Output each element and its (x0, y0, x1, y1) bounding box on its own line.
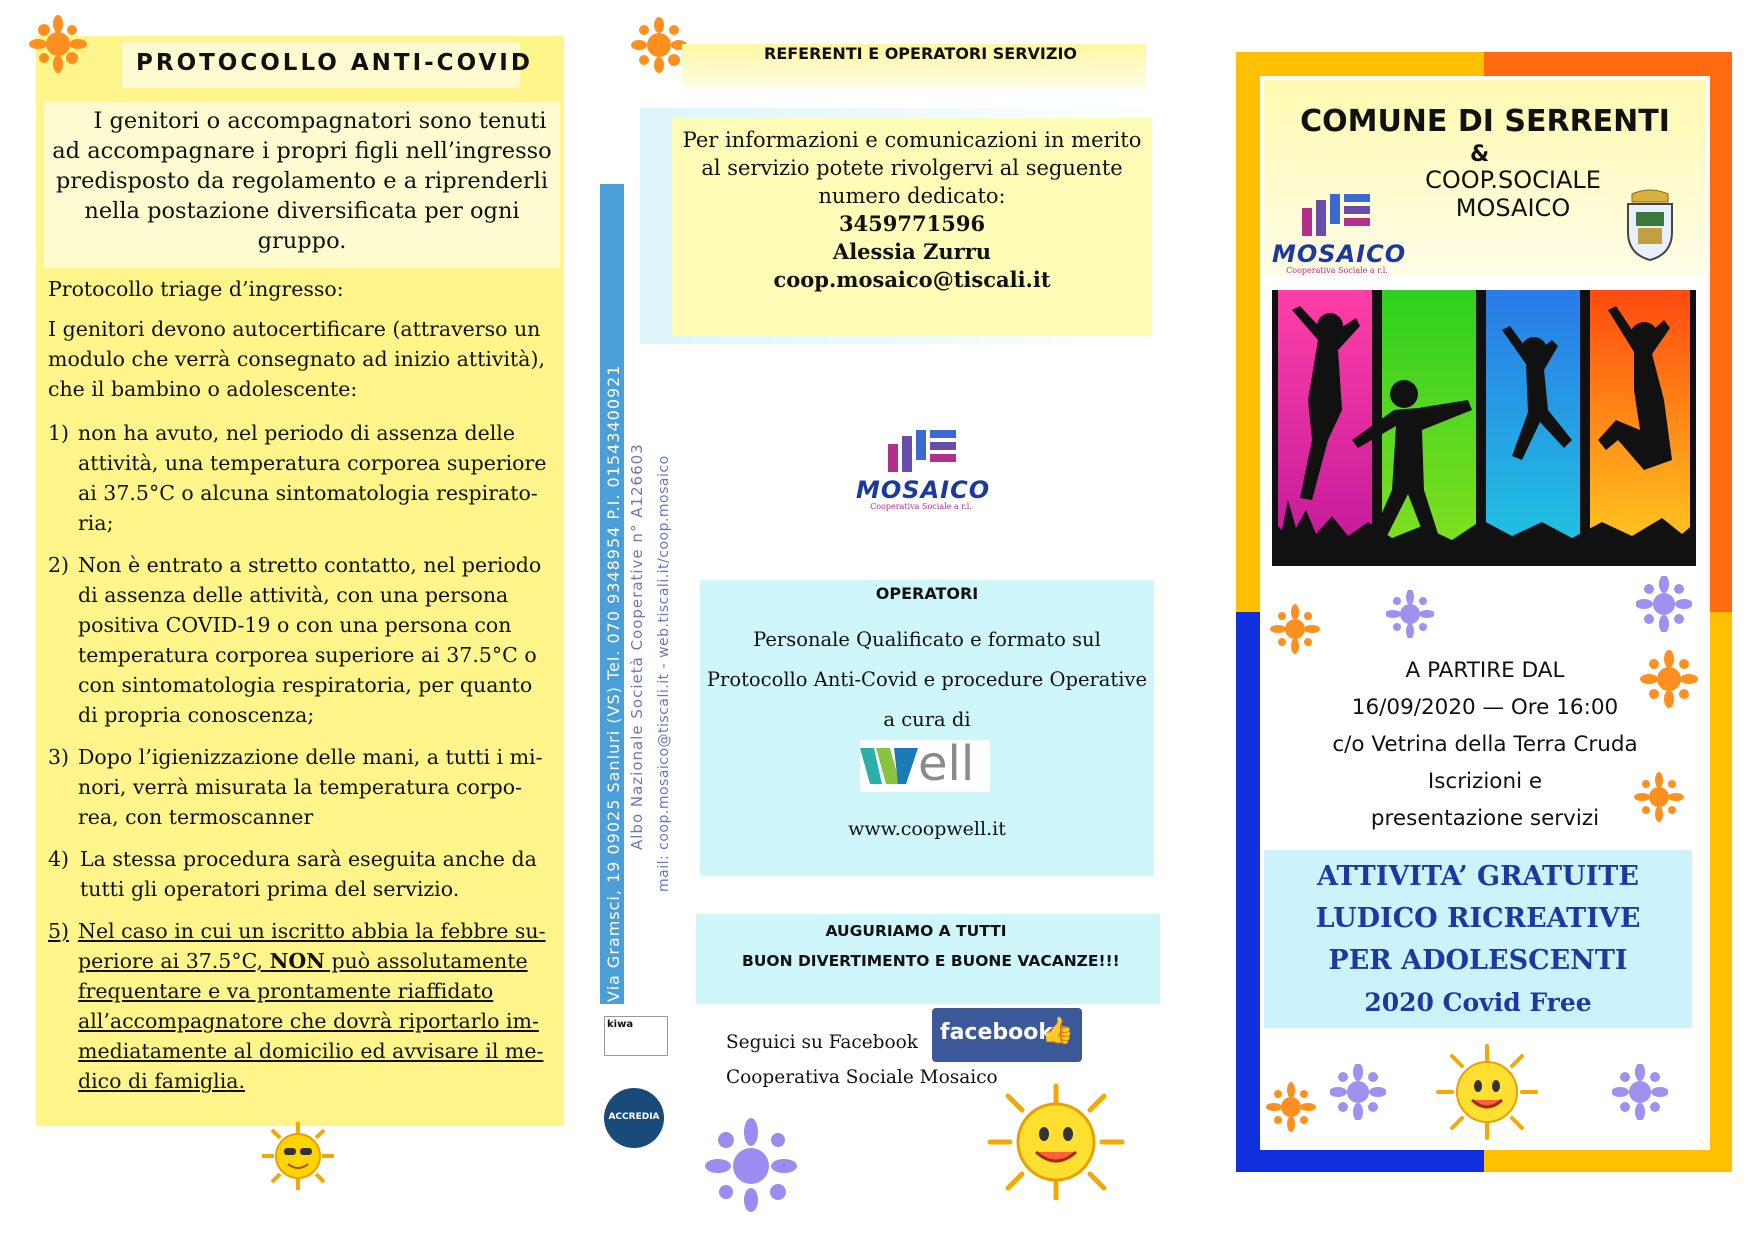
list-number: 1) (48, 421, 70, 445)
intro-text (48, 106, 556, 256)
splat-orange-icon (1270, 604, 1320, 654)
operatori-title: OPERATORI (875, 584, 979, 603)
mosaico-logo-sub: Cooperativa Sociale a r.l. (1286, 266, 1388, 275)
intro-line: nella postazione diversificata per ogni (84, 198, 520, 224)
list-line: dico di famiglia. (78, 1069, 245, 1093)
mosaico-logo-text: MOSAICO (1272, 240, 1407, 268)
list-emphasis: NON (269, 949, 325, 973)
list-line: con sintomatologia respiratoria, per quanto (78, 673, 533, 697)
list-item (80, 844, 566, 904)
splat-purple-icon (1636, 576, 1692, 632)
autocert-line: che il bambino o adolescente: (48, 377, 358, 401)
operatori-line: Personale Qualificato e formato sul (753, 628, 1101, 651)
sidebar-albo: Albo Nazionale Società Cooperative n° A126603 (628, 443, 646, 850)
cover-activity-line: ATTIVITA’ GRATUITE (1317, 861, 1639, 892)
list-number: 4) (48, 847, 70, 871)
cover-mosaico-logo (1272, 194, 1407, 275)
info-text (672, 126, 1152, 294)
list-number: 3) (48, 745, 70, 769)
cover-date-line: Iscrizioni e (1427, 769, 1543, 794)
kiwa-cert-text: kiwa (607, 1019, 634, 1030)
cover-title: COMUNE DI SERRENTI (1300, 104, 1670, 139)
operatori-line: Protocollo Anti-Covid e procedure Operative (706, 668, 1148, 691)
accredia-cert-text: ACCREDIA (608, 1112, 660, 1122)
list-line: positiva COVID-19 o con una persona con (78, 613, 512, 637)
intro-line: gruppo. (257, 228, 347, 254)
info-line: Per informazioni e comunicazioni in merito (682, 128, 1142, 152)
cover-date-line: 16/09/2020 — Ore 16:00 (1351, 695, 1619, 720)
list-item-warning (78, 916, 564, 1096)
accredia-cert-logo (604, 1088, 664, 1148)
operatori-text (700, 620, 1154, 740)
cover-activity-line: LUDICO RICREATIVE (1315, 903, 1641, 934)
auguri-line-1: AUGURIAMO A TUTTI (825, 922, 1007, 940)
mosaico-logo-icon (856, 430, 986, 474)
well-logo (860, 736, 990, 792)
auguri-line-2: BUON DIVERTIMENTO E BUONE VACANZE!!! (742, 952, 1120, 970)
list-item (78, 418, 564, 538)
splat-orange-icon (630, 16, 688, 74)
list-line: di propria conoscenza; (78, 703, 315, 727)
well-website[interactable]: www.coopwell.it (848, 818, 1006, 840)
splat-orange-icon (1266, 1082, 1316, 1132)
cover-activity-year: 2020 Covid Free (1364, 988, 1592, 1017)
list-line (78, 946, 564, 976)
list-text: può assolutamente (324, 949, 528, 973)
cover-date-line: A PARTIRE DAL (1405, 658, 1565, 683)
list-line: Non è entrato a stretto contatto, nel periodo (78, 553, 542, 577)
phone-number: 3459771596 (838, 211, 986, 236)
list-line: mediatamente al domicilio ed avvisare il me- (78, 1039, 544, 1063)
info-line: numero dedicato: (818, 184, 1006, 208)
kiwa-cert-logo (604, 1016, 668, 1056)
mosaico-logo (856, 430, 991, 511)
sun-smiling-icon (986, 1082, 1126, 1202)
list-line: non ha avuto, nel periodo di assenza delle (78, 421, 515, 445)
list-number: 2) (48, 553, 70, 577)
cover-coop (1398, 166, 1628, 222)
facebook-page-name: Cooperativa Sociale Mosaico (726, 1067, 998, 1088)
ref-title: REFERENTI E OPERATORI SERVIZIO (764, 44, 1078, 63)
list-line: nori, verrà misurata la temperatura corpo- (78, 775, 523, 799)
triage-heading: Protocollo triage d’ingresso: (48, 277, 344, 301)
well-w-icon (860, 744, 918, 788)
list-line: attività, una temperatura corporea superiore (78, 451, 547, 475)
autocert-paragraph (48, 314, 545, 404)
list-line: ai 37.5°C o alcuna sintomatologia respirato- (78, 481, 538, 505)
splat-purple-icon (1330, 1064, 1386, 1120)
cover-date-line: c/o Vetrina della Terra Cruda (1332, 732, 1638, 757)
list-text: periore ai 37.5°C, (78, 949, 270, 973)
list-line: Dopo l’igienizzazione delle mani, a tutti i mi- (78, 745, 543, 769)
thumbs-up-icon: 👍 (1041, 1016, 1074, 1046)
sidebar-mail: mail: coop.mosaico@tiscali.it - web.tiscali.it/coop.mosaico (656, 455, 672, 892)
mosaico-logo-icon (1272, 194, 1402, 238)
autocert-line: modulo che verrà consegnato ad inizio attività), (48, 347, 545, 371)
well-logo-text: ell (918, 736, 975, 792)
list-line: di assenza delle attività, con una persona (78, 583, 509, 607)
intro-line: ad accompagnare i propri figli nell’ingresso (52, 138, 552, 164)
list-line: all’accompagnatore che dovrà riportarlo im- (78, 1009, 539, 1033)
mosaico-logo-text: MOSAICO (856, 476, 991, 504)
splat-purple-icon (704, 1116, 798, 1212)
list-line: tutti gli operatori prima del servizio. (80, 877, 460, 901)
sidebar-address: Via Gramsci, 19 09025 Sanluri (VS) Tel. 070 9348954 P.I. 01543400921 (604, 364, 623, 1002)
list-line: La stessa procedura sarà eseguita anche da (80, 847, 537, 871)
cover-activity-text (1264, 856, 1692, 1024)
splat-orange-icon (28, 14, 88, 74)
serrenti-coat-of-arms-icon (1620, 188, 1680, 264)
list-item (78, 742, 564, 832)
operatori-line: a cura di (883, 708, 971, 731)
sun-sunglasses-icon (260, 1120, 336, 1192)
facebook-follow-text: Seguici su Facebook (726, 1032, 918, 1053)
contact-email: coop.mosaico@tiscali.it (773, 267, 1051, 292)
intro-line: I genitori o accompagnatori sono tenuti (93, 108, 547, 134)
intro-line: predisposto da regolamento e a riprenderli (55, 168, 549, 194)
list-line: rea, con termoscanner (78, 805, 314, 829)
list-item (78, 550, 564, 730)
autocert-line: I genitori devono autocertificare (attraverso un (48, 317, 541, 341)
cover-date-line: presentazione servizi (1370, 806, 1600, 831)
left-title: PROTOCOLLO ANTI-COVID (136, 50, 533, 76)
list-line: Nel caso in cui un iscritto abbia la febbre su- (78, 919, 546, 943)
facebook-button-label: facebook (940, 1020, 1053, 1045)
cover-coop-line: COOP.SOCIALE (1425, 166, 1601, 194)
list-line: temperatura corporea superiore ai 37.5°C o (78, 643, 537, 667)
cover-coop-line: MOSAICO (1455, 194, 1571, 222)
cover-date-info (1264, 652, 1706, 837)
contact-name: Alessia Zurru (832, 239, 992, 264)
cover-photo-jumping-kids (1272, 290, 1696, 566)
list-number: 5) (48, 919, 70, 943)
facebook-button[interactable] (932, 1008, 1082, 1062)
cover-activity-line: PER ADOLESCENTI (1328, 945, 1628, 976)
info-line: al servizio potete rivolgervi al seguente (701, 156, 1123, 180)
sun-smiling-icon (1432, 1044, 1542, 1140)
list-line: ria; (78, 511, 114, 535)
splat-purple-icon (1386, 590, 1434, 638)
list-line: frequentare e va prontamente riaffidato (78, 979, 494, 1003)
mosaico-logo-sub: Cooperativa Sociale a r.l. (870, 502, 972, 511)
cover-ampersand: & (1470, 142, 1490, 167)
splat-purple-icon (1612, 1064, 1668, 1120)
